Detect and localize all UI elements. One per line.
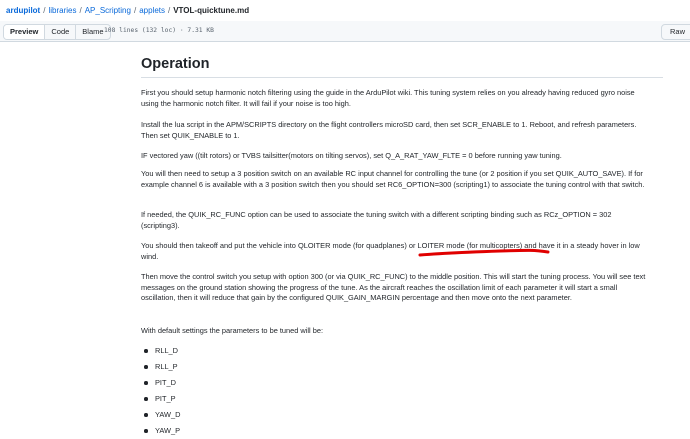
file-info: 108 lines (132 loc) · 7.31 KB: [104, 27, 214, 34]
breadcrumb-link-applets[interactable]: applets: [139, 6, 165, 15]
list-item: YAW_D: [141, 407, 180, 423]
list-item: YAW_P: [141, 423, 180, 439]
breadcrumb: [6, 4, 249, 18]
tab-code[interactable]: Code: [45, 25, 76, 39]
markdown-body: [141, 43, 663, 435]
parameter-list: [141, 343, 180, 439]
tab-blame[interactable]: Blame: [82, 27, 104, 36]
breadcrumb-separator: /: [133, 6, 137, 15]
list-item: RLL_P: [141, 359, 180, 375]
paragraph-rc-func: If needed, the QUIK_RC_FUNC option can be used to associate the tuning switch with a different scripting binding such as RCz_OPTION = 302 (scripting3).: [141, 210, 612, 230]
paragraph-takeoff: You should then takeoff and put the vehicle into QLOITER mode (for quadplanes) or LOITER mode (for multicopters) and have it in a steady hover in low wind.: [141, 241, 640, 261]
view-mode-tabs: [3, 24, 111, 40]
paragraph-switch-setup: You will then need to setup a 3 position switch on an available RC input channel for controlling the tune (or 2 position if you set QUIK_AUTO_SAVE). If for example channel 6 is available with a 3 position switch then you should set RC6_OPTION=300 (scripting1) to associate the tuning control with that switch.: [141, 169, 645, 189]
paragraph-notch-setup: First you should setup harmonic notch filtering using the guide in the ArduPilot wiki. This tuning system relies on you already having reduced gyro noise using the harmonic notch filter. It will fail if your noise is too high.: [141, 88, 635, 108]
list-item: PIT_D: [141, 375, 180, 391]
breadcrumb-link-libraries[interactable]: libraries: [48, 6, 77, 15]
breadcrumb-separator: /: [167, 6, 171, 15]
tab-preview[interactable]: Preview: [4, 25, 45, 39]
breadcrumb-link-ardupilot[interactable]: ardupilot: [6, 6, 41, 15]
breadcrumb-separator: /: [79, 6, 82, 15]
file-toolbar: [0, 21, 690, 42]
paragraph-vectored-yaw: IF vectored yaw ((tilt rotors) or TVBS tailsitter(motors on tilting servos), set Q_A_RAT_YAW_FLTE = 0 before running yaw tuning.: [141, 151, 562, 160]
list-item: RLL_D: [141, 343, 180, 359]
paragraph-install-script: Install the lua script in the APM/SCRIPTS directory on the flight controllers microSD card, then set SCR_ENABLE to 1. Reboot, and refresh parameters. Then set QUIK_ENABLE to 1.: [141, 120, 637, 140]
raw-button[interactable]: Raw: [661, 24, 690, 40]
breadcrumb-link-ap-scripting[interactable]: AP_Scripting: [84, 6, 131, 15]
list-item: PIT_P: [141, 391, 180, 407]
breadcrumb-current-file: VTOL-quicktune.md: [173, 6, 250, 15]
breadcrumb-separator: /: [43, 6, 46, 15]
section-heading: Operation: [141, 43, 663, 78]
paragraph-start-tune: Then move the control switch you setup with option 300 (or via QUIK_RC_FUNC) to the middle position. This will start the tuning process. You will see text messages on the ground station showing the progress of the tune. As the aircraft reaches the oscillation limit of each parameter it will start a small oscillation, then it will reduce that gain by the configured QUIK_GAIN_MARGIN percentage and then move onto the next parameter.: [141, 272, 646, 303]
paragraph-default-params: With default settings the parameters to be tuned will be:: [141, 326, 323, 335]
